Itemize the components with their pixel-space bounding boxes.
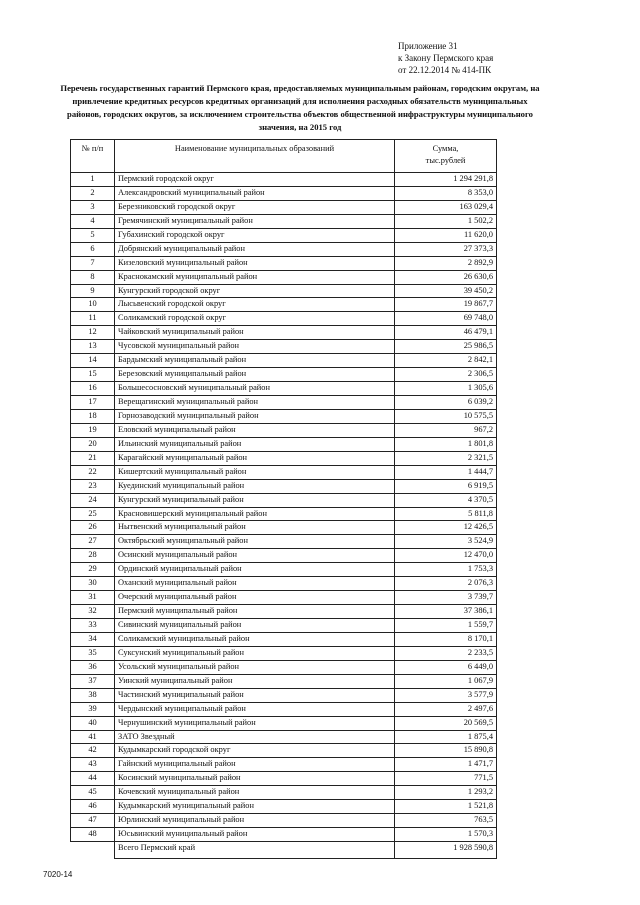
row-sum: 19 867,7 [395, 298, 497, 312]
row-sum: 37 386,1 [395, 605, 497, 619]
row-sum: 10 575,5 [395, 409, 497, 423]
row-name: Ильинский муниципальный район [115, 437, 395, 451]
total-sum: 1 928 590,8 [395, 842, 497, 859]
row-sum: 1 502,2 [395, 214, 497, 228]
table-header-row [71, 140, 497, 173]
row-sum: 8 353,0 [395, 186, 497, 200]
row-sum: 1 444,7 [395, 465, 497, 479]
row-sum: 6 039,2 [395, 396, 497, 410]
row-name: Березовский муниципальный район [115, 368, 395, 382]
document-title: Перечень государственных гарантий Пермского края, предоставляемых муниципальным районам, городским округам, на привлечение кредитных ресурсов кредитных организаций для исполнения расходных обязательств муниципальных районов, городских округов, за исключением строительства объектов общественной инфраструктуры муниципального значения, на 2015 год [60, 83, 540, 132]
row-name: Бардымский муниципальный район [115, 354, 395, 368]
row-sum: 27 373,3 [395, 242, 497, 256]
row-num: 46 [71, 800, 115, 814]
row-name: Суксунский муниципальный район [115, 646, 395, 660]
row-num: 48 [71, 828, 115, 842]
row-name: Лысьвенский городской округ [115, 298, 395, 312]
row-num: 6 [71, 242, 115, 256]
total-row [71, 842, 497, 859]
row-name: Юсьвинский муниципальный район [115, 828, 395, 842]
row-name: Чайковский муниципальный район [115, 326, 395, 340]
table-row [71, 409, 497, 423]
row-sum: 1 875,4 [395, 730, 497, 744]
row-num: 31 [71, 591, 115, 605]
row-name: Кудымкарский городской округ [115, 744, 395, 758]
row-num: 32 [71, 605, 115, 619]
row-name: Очерский муниципальный район [115, 591, 395, 605]
row-name: Осинский муниципальный район [115, 549, 395, 563]
table-row [71, 814, 497, 828]
row-sum: 1 067,9 [395, 674, 497, 688]
row-sum: 1 570,3 [395, 828, 497, 842]
row-num: 43 [71, 758, 115, 772]
table-row [71, 800, 497, 814]
row-name: Кунгурский городской округ [115, 284, 395, 298]
table-row [71, 312, 497, 326]
row-name: Уинский муниципальный район [115, 674, 395, 688]
row-num: 15 [71, 368, 115, 382]
table-row [71, 270, 497, 284]
row-num: 12 [71, 326, 115, 340]
table-row [71, 479, 497, 493]
row-name: Добрянский муниципальный район [115, 242, 395, 256]
table-row [71, 716, 497, 730]
table-row [71, 423, 497, 437]
row-name: Оханский муниципальный район [115, 577, 395, 591]
table-row [71, 214, 497, 228]
table-row [71, 340, 497, 354]
row-num: 24 [71, 493, 115, 507]
row-num: 9 [71, 284, 115, 298]
row-num: 36 [71, 660, 115, 674]
row-name: Соликамский городской округ [115, 312, 395, 326]
row-sum: 39 450,2 [395, 284, 497, 298]
row-name: Кочевский муниципальный район [115, 786, 395, 800]
table-row [71, 242, 497, 256]
row-sum: 3 739,7 [395, 591, 497, 605]
row-num: 14 [71, 354, 115, 368]
row-name: Гремячинский муниципальный район [115, 214, 395, 228]
row-sum: 4 370,5 [395, 493, 497, 507]
row-sum: 46 479,1 [395, 326, 497, 340]
row-name: Соликамский муниципальный район [115, 632, 395, 646]
table-row [71, 451, 497, 465]
row-num: 34 [71, 632, 115, 646]
table-row [71, 828, 497, 842]
appendix-title: Приложение 31 [398, 41, 458, 51]
row-num: 42 [71, 744, 115, 758]
row-name: Кунгурский муниципальный район [115, 493, 395, 507]
row-sum: 25 986,5 [395, 340, 497, 354]
row-sum: 3 524,9 [395, 535, 497, 549]
row-sum: 2 306,5 [395, 368, 497, 382]
row-sum: 2 842,1 [395, 354, 497, 368]
appendix-law: к Закону Пермского края [398, 53, 494, 63]
row-sum: 2 892,9 [395, 256, 497, 270]
row-sum: 12 426,5 [395, 521, 497, 535]
row-sum: 5 811,8 [395, 507, 497, 521]
row-sum: 12 470,0 [395, 549, 497, 563]
row-sum: 6 449,0 [395, 660, 497, 674]
row-name: Кудымкарский муниципальный район [115, 800, 395, 814]
row-num: 39 [71, 702, 115, 716]
row-name: Нытвенский муниципальный район [115, 521, 395, 535]
header-sum [395, 140, 497, 173]
table-row [71, 228, 497, 242]
table-row [71, 368, 497, 382]
row-name: Октябрьский муниципальный район [115, 535, 395, 549]
table-row [71, 619, 497, 633]
row-num: 21 [71, 451, 115, 465]
row-sum: 1 305,6 [395, 382, 497, 396]
table-row [71, 744, 497, 758]
table-row [71, 382, 497, 396]
row-num: 38 [71, 688, 115, 702]
row-name: Пермский городской округ [115, 173, 395, 187]
row-num: 45 [71, 786, 115, 800]
table-row [71, 493, 497, 507]
table-row [71, 256, 497, 270]
row-num: 41 [71, 730, 115, 744]
row-sum: 15 890,8 [395, 744, 497, 758]
row-num: 7 [71, 256, 115, 270]
row-name: Гайнский муниципальный район [115, 758, 395, 772]
row-sum: 20 569,5 [395, 716, 497, 730]
row-num: 17 [71, 396, 115, 410]
row-num: 3 [71, 200, 115, 214]
guarantees-table [70, 139, 497, 859]
table-row [71, 702, 497, 716]
row-sum: 69 748,0 [395, 312, 497, 326]
table-row [71, 396, 497, 410]
row-num: 25 [71, 507, 115, 521]
appendix-block [398, 40, 493, 76]
row-num: 20 [71, 437, 115, 451]
row-name: Частинский муниципальный район [115, 688, 395, 702]
row-num: 10 [71, 298, 115, 312]
row-num: 40 [71, 716, 115, 730]
table-row [71, 591, 497, 605]
row-sum: 1 471,7 [395, 758, 497, 772]
header-name: Наименование муниципальных образований [115, 140, 395, 173]
table-row [71, 507, 497, 521]
table-row [71, 465, 497, 479]
table-row [71, 786, 497, 800]
row-num: 44 [71, 772, 115, 786]
row-sum: 1 294 291,8 [395, 173, 497, 187]
row-num: 8 [71, 270, 115, 284]
row-name: Еловский муниципальный район [115, 423, 395, 437]
row-num: 30 [71, 577, 115, 591]
row-sum: 163 029,4 [395, 200, 497, 214]
row-sum: 6 919,5 [395, 479, 497, 493]
row-name: Большесосновский муниципальный район [115, 382, 395, 396]
row-num: 1 [71, 173, 115, 187]
row-sum: 1 521,8 [395, 800, 497, 814]
row-name: Губахинский городской округ [115, 228, 395, 242]
row-num: 29 [71, 563, 115, 577]
row-num: 47 [71, 814, 115, 828]
header-sum-unit: тыс.рублей [425, 156, 466, 165]
row-name: Куединский муниципальный район [115, 479, 395, 493]
row-name: Сивинский муниципальный район [115, 619, 395, 633]
total-empty-cell [71, 842, 115, 859]
row-num: 28 [71, 549, 115, 563]
row-name: Кизеловский муниципальный район [115, 256, 395, 270]
table-row [71, 577, 497, 591]
table-row [71, 173, 497, 187]
row-name: ЗАТО Звездный [115, 730, 395, 744]
row-sum: 2 233,5 [395, 646, 497, 660]
row-sum: 1 559,7 [395, 619, 497, 633]
row-num: 4 [71, 214, 115, 228]
row-name: Березниковский городской округ [115, 200, 395, 214]
table-row [71, 535, 497, 549]
row-num: 13 [71, 340, 115, 354]
row-name: Косинский муниципальный район [115, 772, 395, 786]
row-num: 23 [71, 479, 115, 493]
row-num: 16 [71, 382, 115, 396]
row-sum: 1 801,8 [395, 437, 497, 451]
table-body [71, 173, 497, 842]
table-row [71, 772, 497, 786]
row-num: 26 [71, 521, 115, 535]
row-sum: 1 753,3 [395, 563, 497, 577]
row-sum: 1 293,2 [395, 786, 497, 800]
table-row [71, 632, 497, 646]
row-sum: 967,2 [395, 423, 497, 437]
row-sum: 763,5 [395, 814, 497, 828]
row-name: Чердынский муниципальный район [115, 702, 395, 716]
header-sum-label: Сумма, [432, 144, 459, 153]
row-sum: 2 497,6 [395, 702, 497, 716]
table-row [71, 730, 497, 744]
table-row [71, 688, 497, 702]
row-sum: 771,5 [395, 772, 497, 786]
table-row [71, 563, 497, 577]
row-num: 11 [71, 312, 115, 326]
appendix-date: от 22.12.2014 № 414-ПК [398, 65, 492, 75]
table-row [71, 437, 497, 451]
row-num: 35 [71, 646, 115, 660]
row-num: 5 [71, 228, 115, 242]
row-num: 37 [71, 674, 115, 688]
header-num: № п/п [71, 140, 115, 173]
row-name: Чусовской муниципальный район [115, 340, 395, 354]
row-sum: 8 170,1 [395, 632, 497, 646]
total-label: Всего Пермский край [115, 842, 395, 859]
table-row [71, 758, 497, 772]
row-num: 18 [71, 409, 115, 423]
row-name: Кишертский муниципальный район [115, 465, 395, 479]
row-sum: 26 630,6 [395, 270, 497, 284]
row-name: Пермский муниципальный район [115, 605, 395, 619]
row-name: Краснокамский муниципальный район [115, 270, 395, 284]
row-name: Усольский муниципальный район [115, 660, 395, 674]
table-row [71, 605, 497, 619]
table-row [71, 186, 497, 200]
row-sum: 2 076,3 [395, 577, 497, 591]
table-row [71, 660, 497, 674]
table-row [71, 200, 497, 214]
table-row [71, 646, 497, 660]
row-num: 33 [71, 619, 115, 633]
table-row [71, 354, 497, 368]
table-row [71, 674, 497, 688]
row-sum: 2 321,5 [395, 451, 497, 465]
table-row [71, 326, 497, 340]
row-sum: 11 620,0 [395, 228, 497, 242]
footer-code: 7020-14 [43, 870, 73, 879]
row-num: 27 [71, 535, 115, 549]
row-name: Чернушинский муниципальный район [115, 716, 395, 730]
row-num: 22 [71, 465, 115, 479]
row-num: 19 [71, 423, 115, 437]
table-row [71, 284, 497, 298]
row-name: Горнозаводский муниципальный район [115, 409, 395, 423]
table-row [71, 549, 497, 563]
row-num: 2 [71, 186, 115, 200]
table-row [71, 298, 497, 312]
table-row [71, 521, 497, 535]
row-name: Ординский муниципальный район [115, 563, 395, 577]
row-name: Юрлинский муниципальный район [115, 814, 395, 828]
row-name: Красновишерский муниципальный район [115, 507, 395, 521]
row-name: Верещагинский муниципальный район [115, 396, 395, 410]
row-name: Александровский муниципальный район [115, 186, 395, 200]
row-name: Карагайский муниципальный район [115, 451, 395, 465]
row-sum: 3 577,9 [395, 688, 497, 702]
